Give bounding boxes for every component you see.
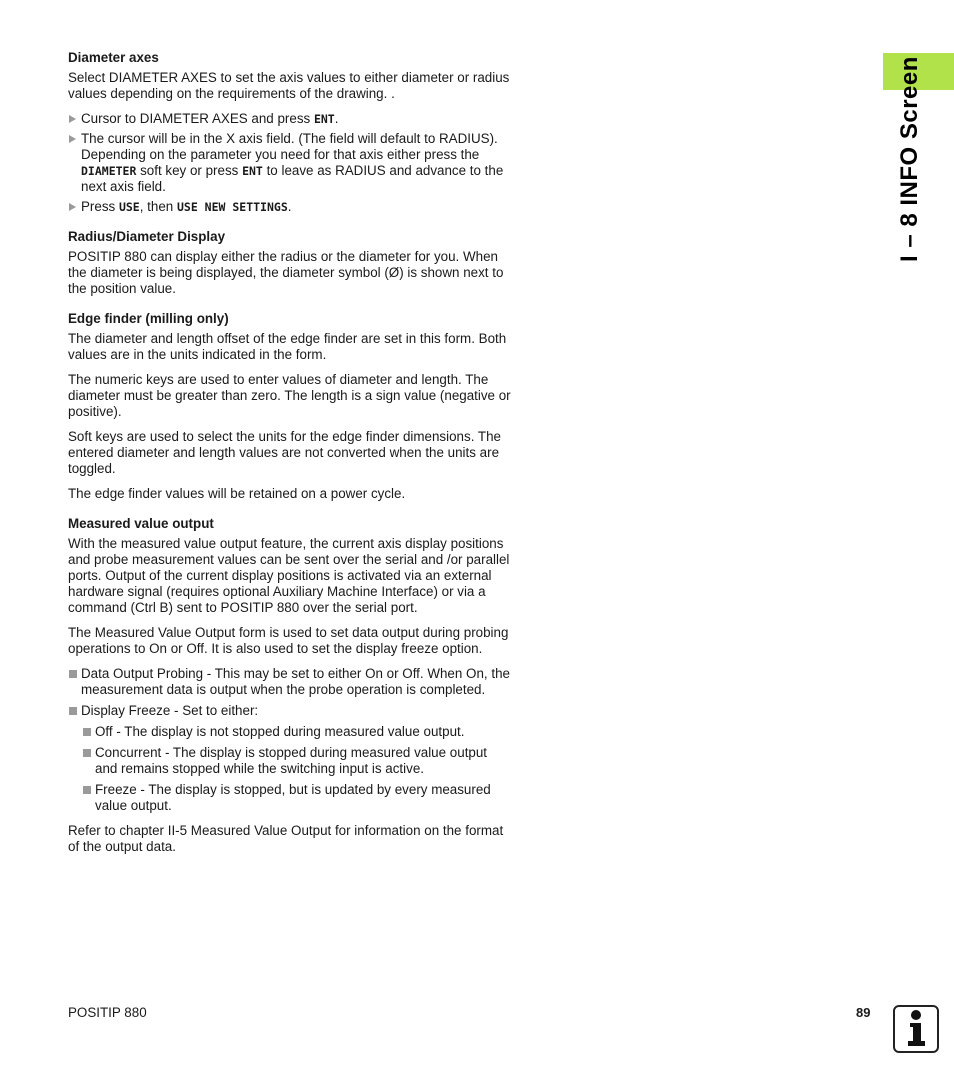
key-ent: ENT (313, 112, 335, 126)
section-radius-display (68, 229, 513, 297)
heading-diameter-axes: Diameter axes (68, 50, 159, 65)
key-ent: ENT (242, 164, 263, 178)
section-measured-output (68, 516, 513, 855)
sub-list-item: Off - The display is not stopped during measured value output. (82, 724, 513, 740)
paragraph: The numeric keys are used to enter values of diameter and length. The diameter must be greater than zero. The length is a sign value (negative or positive). (68, 372, 511, 419)
sub-list-item: Concurrent - The display is stopped during measured value output and remains stopped while the switching input is active. (82, 745, 513, 777)
paragraph: The edge finder values will be retained on a power cycle. (68, 486, 406, 501)
key-use: USE (118, 200, 140, 214)
diameter-axes-intro: Select DIAMETER AXES to set the axis values to either diameter or radius values depending on the requirements of the drawing. . (68, 70, 510, 101)
paragraph: The diameter and length offset of the edge finder are set in this form. Both values are in the units indicated in the form. (68, 331, 507, 362)
sub-list-item: Freeze - The display is stopped, but is updated by every measured value output. (82, 782, 513, 814)
chapter-side-title: I – 8 INFO Screen (896, 56, 923, 262)
page-number: 89 (856, 1005, 871, 1020)
arrow-right-icon (69, 135, 76, 143)
step-item: The cursor will be in the X axis field. (The field will default to RADIUS). Depending on the parameter you need for that axis either press the DIAMETER soft key or press ENT to leave as RADIUS and advance to the next axis field. (68, 131, 513, 195)
step-item: Press USE, then USE NEW SETTINGS. (68, 199, 513, 215)
section-edge-finder (68, 311, 513, 502)
heading-edge-finder: Edge finder (milling only) (68, 311, 229, 326)
main-content (68, 50, 513, 869)
key-diameter: DIAMETER (81, 164, 137, 178)
heading-measured-output: Measured value output (68, 516, 214, 531)
footer-product-name: POSITIP 880 (68, 1005, 147, 1020)
heading-radius-display: Radius/Diameter Display (68, 229, 226, 244)
square-bullet-icon (83, 728, 91, 736)
square-bullet-icon (69, 707, 77, 715)
paragraph: Refer to chapter II-5 Measured Value Output for information on the format of the output data. (68, 823, 504, 854)
list-item: Data Output Probing - This may be set to either On or Off. When On, the measurement data is output when the probe operation is completed. (68, 666, 513, 698)
square-bullet-icon (69, 670, 77, 678)
square-bullet-icon (83, 749, 91, 757)
info-icon (893, 1005, 939, 1053)
paragraph: The Measured Value Output form is used to set data output during probing operations to On or Off. It is also used to set the display freeze option. (68, 625, 509, 656)
arrow-right-icon (69, 115, 76, 123)
section-diameter-axes (68, 50, 513, 215)
list-item: Display Freeze - Set to either: (68, 703, 513, 719)
paragraph: Soft keys are used to select the units for the edge finder dimensions. The entered diameter and length values are not converted when the units are toggled. (68, 429, 501, 476)
radius-display-text: POSITIP 880 can display either the radius or the diameter for you. When the diameter is being displayed, the diameter symbol (Ø) is shown next to the position value. (68, 249, 504, 296)
paragraph: With the measured value output feature, the current axis display positions and probe measurement values can be sent over the serial and /or parallel ports. Output of the current display positions is activated via an external hardware signal (requires optional Auxiliary Machine Interface) or via a command (Ctrl B) sent to POSITIP 880 over the serial port. (68, 536, 510, 615)
arrow-right-icon (69, 203, 76, 211)
step-item: Cursor to DIAMETER AXES and press ENT. (68, 111, 513, 127)
key-use-new-settings: USE NEW SETTINGS (176, 200, 288, 214)
square-bullet-icon (83, 786, 91, 794)
